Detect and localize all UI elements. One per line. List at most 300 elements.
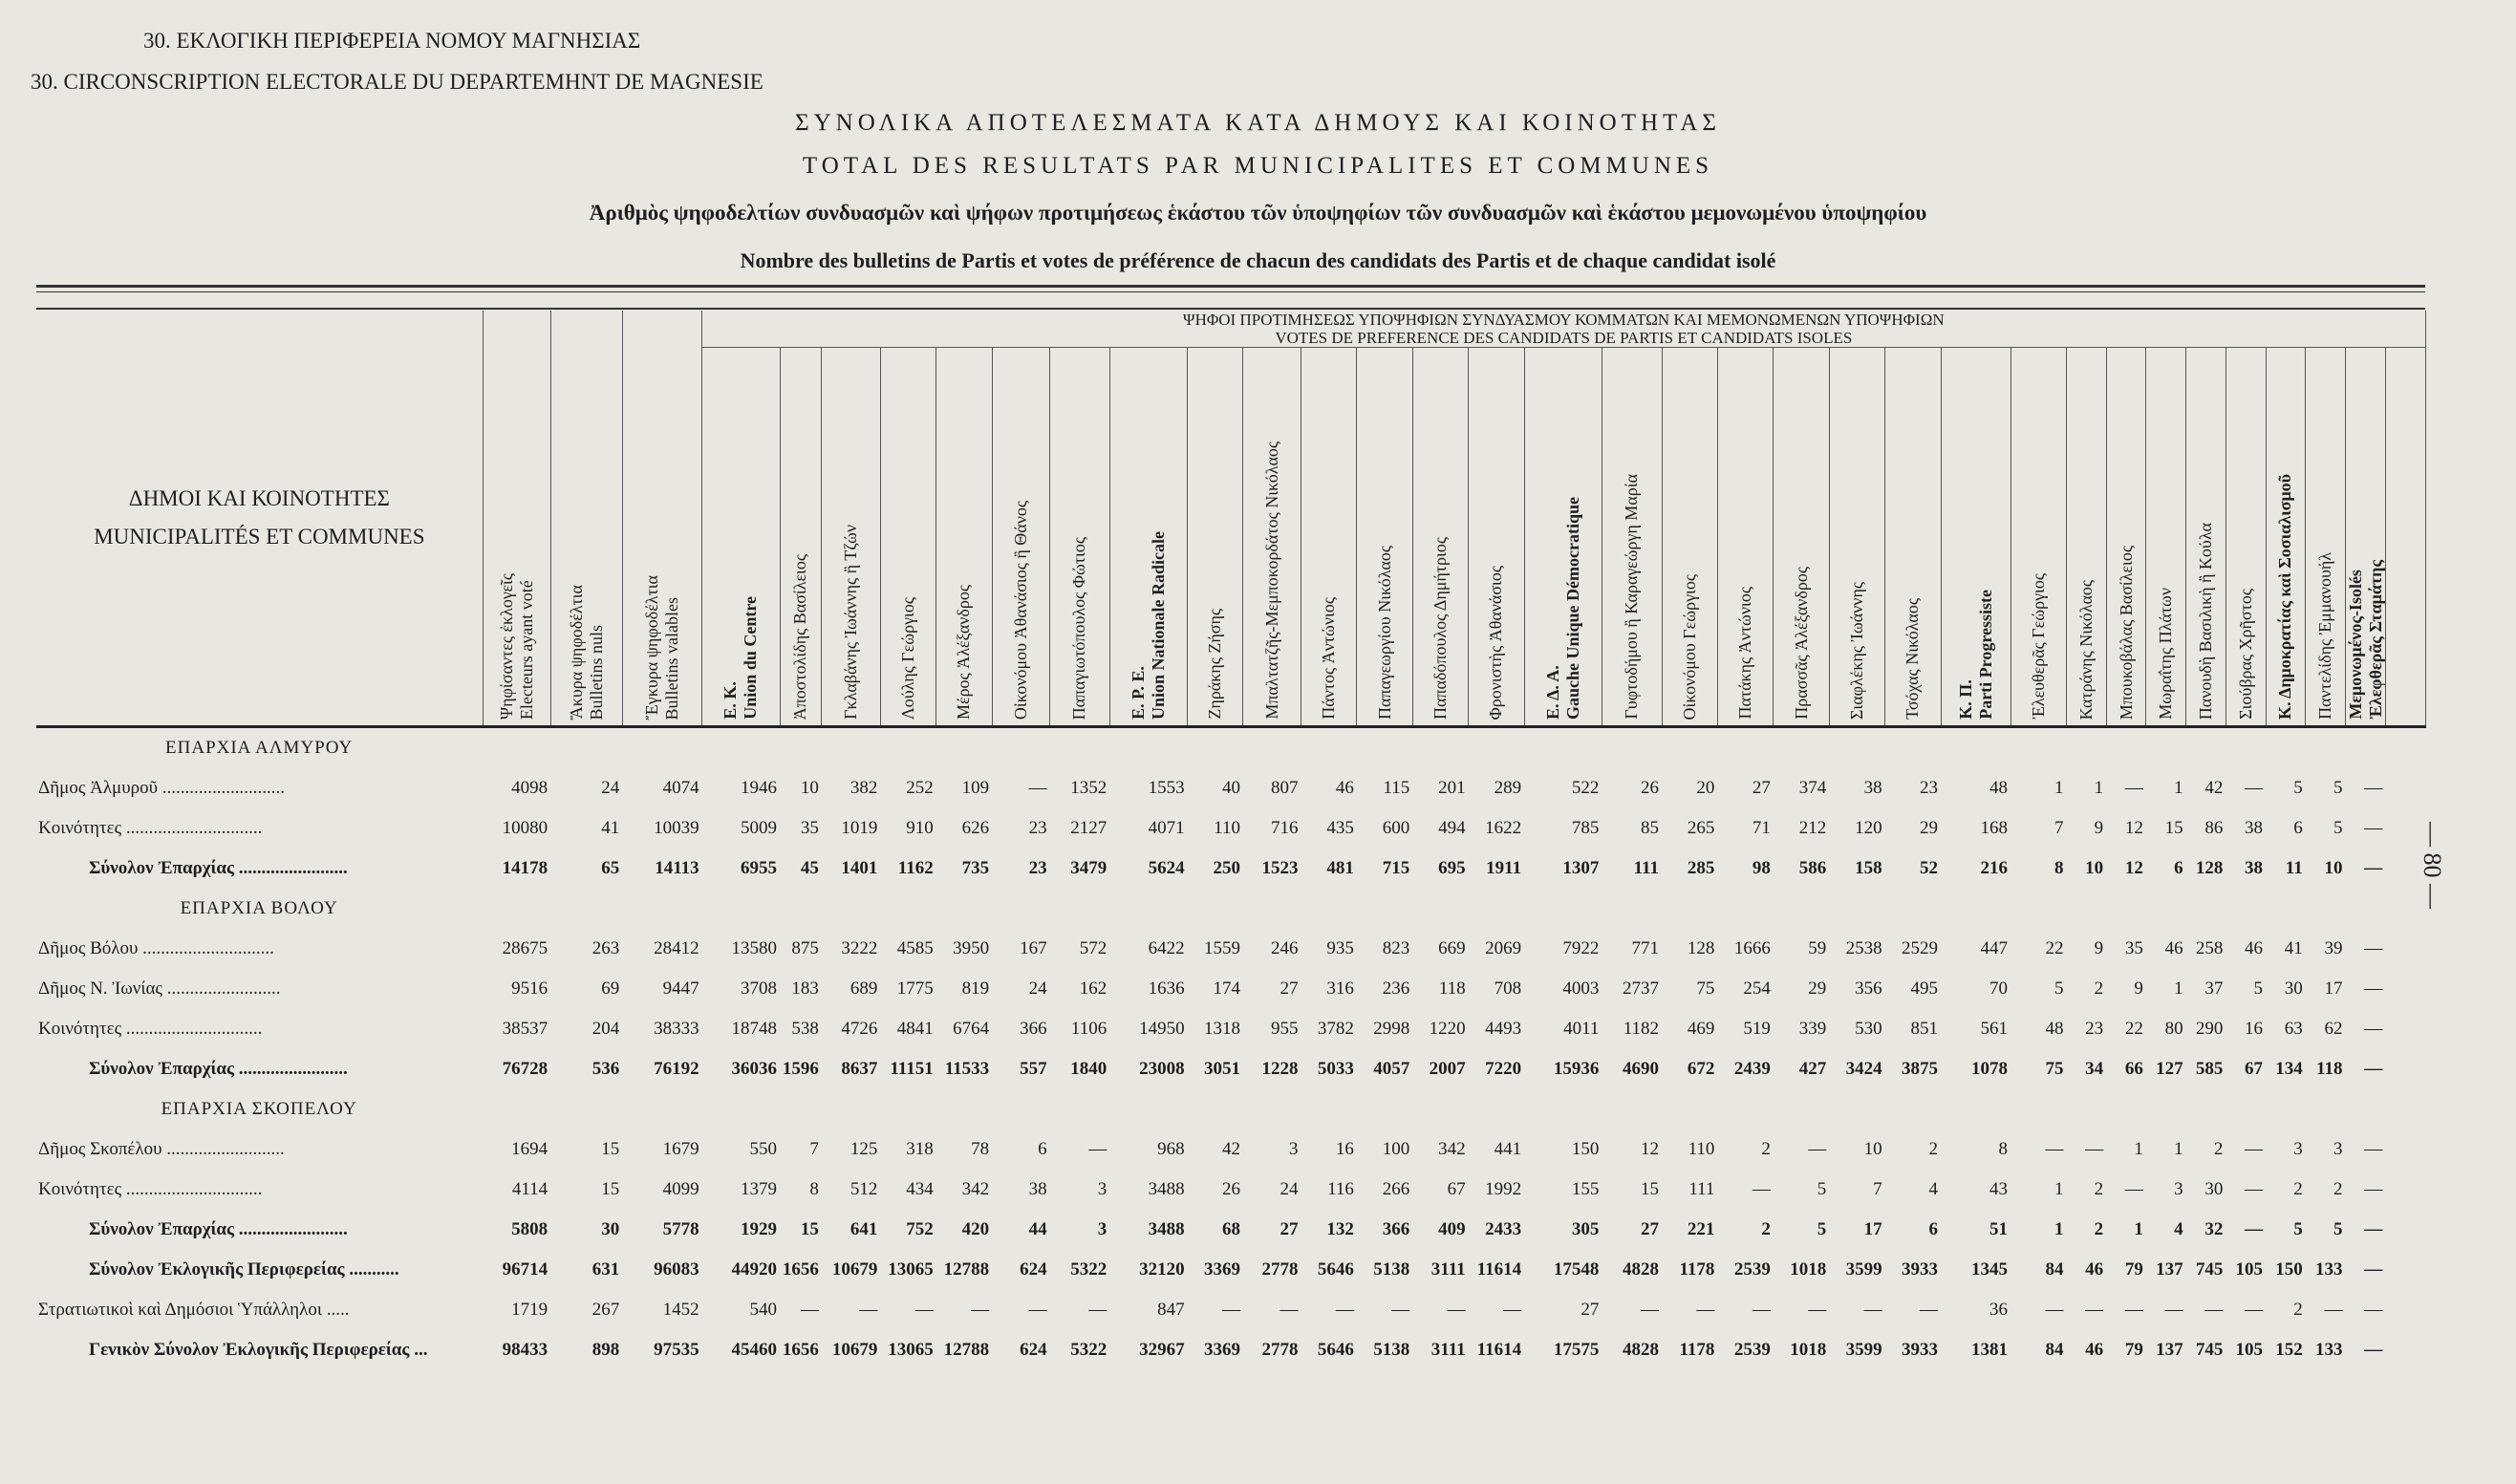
column-header-label: [2117, 536, 2137, 720]
value-cell: 4099: [662, 1179, 699, 1199]
value-cell: 75: [1696, 979, 1715, 999]
candidate-column-header: [2066, 348, 2106, 727]
table-row: [36, 1009, 2425, 1049]
empty-cell: [2226, 1089, 2266, 1129]
value-cell: 2127: [1070, 818, 1107, 838]
column-header: [622, 311, 701, 727]
empty-cell: [2186, 889, 2226, 929]
empty-cell: [1412, 889, 1468, 929]
value-cell: 6: [2174, 858, 2183, 878]
value-cell: 204: [591, 1019, 620, 1039]
value-cell: 36: [1989, 1300, 2009, 1320]
empty-cell: [822, 1089, 881, 1129]
column-header-line1: Πατάκης Ἀντώνιος: [1735, 587, 1755, 720]
value-cell: 5: [2333, 778, 2343, 798]
empty-cell: [780, 727, 822, 769]
row-label-text: Δῆμος Ἀλμυροῦ: [38, 778, 159, 798]
value-cell: 771: [1631, 938, 1659, 958]
value-cell: 9: [2134, 979, 2143, 999]
column-header-line2: Bulletins nuls: [586, 624, 606, 720]
value-cell: 1: [2054, 1179, 2064, 1199]
empty-cell: [880, 727, 935, 769]
top-rule-thin: [36, 291, 2425, 292]
value-cell: 689: [849, 979, 878, 999]
value-cell: 38537: [502, 1019, 548, 1039]
candidate-column-header: [2146, 348, 2186, 727]
value-cell: 1162: [897, 858, 934, 878]
value-cell: 5: [2293, 1219, 2303, 1239]
row-label: [36, 1250, 483, 1290]
value-cell: 3424: [1845, 1059, 1882, 1079]
column-header-line1: Ἔγκυρα ψηφοδέλτια: [641, 574, 661, 720]
value-cell: 96714: [502, 1259, 548, 1280]
value-cell: 6: [1928, 1219, 1939, 1239]
value-cell: 6: [2293, 818, 2303, 838]
column-header-label: [1486, 556, 1506, 720]
value-cell: 968: [1157, 1139, 1185, 1159]
value-cell: 572: [1079, 938, 1107, 958]
value-cell: 447: [1980, 938, 2009, 958]
empty-cell: [1774, 727, 1829, 769]
value-cell: —: [1920, 1300, 1939, 1320]
column-header-label: [1129, 522, 1169, 720]
column-header-label: [790, 545, 810, 720]
value-cell: 86: [2204, 818, 2224, 838]
value-cell: 1992: [1485, 1179, 1522, 1199]
value-cell: 1106: [1070, 1019, 1107, 1039]
value-cell: 935: [1326, 938, 1354, 958]
value-cell: 23: [1920, 778, 1939, 798]
value-cell: 44920: [731, 1259, 778, 1280]
value-cell: 875: [791, 938, 819, 958]
page-number: — 80 —: [2419, 822, 2446, 909]
value-cell: 5138: [1373, 1340, 1410, 1360]
value-cell: 3782: [1317, 1019, 1354, 1039]
value-cell: 10: [2085, 858, 2104, 878]
value-cell: 3: [1288, 1139, 1299, 1159]
column-header-label: [2029, 564, 2049, 720]
value-cell: 44: [1028, 1219, 1047, 1239]
value-cell: 11151: [890, 1059, 934, 1079]
leader-dots: ...........: [344, 1259, 399, 1280]
value-cell: 7922: [1562, 938, 1600, 958]
empty-cell: [1357, 889, 1412, 929]
value-cell: 530: [1855, 1019, 1882, 1039]
value-cell: 1: [2134, 1219, 2143, 1239]
value-cell: 38: [1863, 778, 1882, 798]
empty-cell: [1662, 727, 1717, 769]
value-cell: 8637: [841, 1059, 878, 1079]
value-cell: 8: [2054, 858, 2064, 878]
value-cell: 118: [1438, 979, 1466, 999]
column-header-line1: Πρασσᾶς Ἀλέξανδρος: [1791, 567, 1811, 720]
value-cell: 2529: [1902, 938, 1939, 958]
value-cell: —: [2364, 1300, 2383, 1320]
value-cell: 22: [2124, 1019, 2143, 1039]
value-cell: 42: [1221, 1139, 1240, 1159]
value-cell: 128: [2195, 858, 2224, 878]
empty-cell: [1301, 1089, 1356, 1129]
value-cell: 254: [1743, 979, 1771, 999]
value-cell: 105: [2235, 1259, 2264, 1280]
candidate-column-header: [1357, 348, 1412, 727]
column-header-label: [567, 575, 607, 720]
empty-cell: [2385, 727, 2425, 769]
value-cell: 252: [906, 778, 934, 798]
value-cell: 6955: [741, 858, 778, 878]
column-header-line1: Παντελίδης Ἐμμανουήλ: [2315, 552, 2335, 720]
candidate-column-header: [2306, 348, 2346, 727]
value-cell: —: [1088, 1139, 1107, 1159]
value-cell: 2: [1761, 1219, 1771, 1239]
value-cell: 382: [849, 778, 878, 798]
candidate-column-header: [2385, 348, 2425, 727]
value-cell: 15: [1641, 1179, 1659, 1199]
empty-cell: [1188, 889, 1243, 929]
column-header-label: [2156, 578, 2176, 720]
empty-cell: [2146, 889, 2186, 929]
candidate-column-header: [1829, 348, 1884, 727]
value-cell: 1019: [841, 818, 878, 838]
value-cell: 111: [1688, 1179, 1715, 1199]
value-cell: 48: [1989, 778, 2009, 798]
value-cell: 97535: [654, 1340, 699, 1360]
empty-cell: [702, 889, 780, 929]
value-cell: 150: [1571, 1139, 1600, 1159]
value-cell: —: [1335, 1300, 1354, 1320]
value-cell: 374: [1798, 778, 1827, 798]
section-title: ΕΠΑΡΧΙΑ ΣΚΟΠΕΛΟΥ: [161, 1099, 357, 1119]
value-cell: 76192: [654, 1059, 699, 1079]
row-label-text: Κοινότητες: [38, 1019, 122, 1039]
value-cell: 318: [906, 1139, 934, 1159]
value-cell: 1307: [1562, 858, 1600, 878]
value-cell: 626: [961, 818, 990, 838]
value-cell: —: [2124, 1179, 2143, 1199]
value-cell: —: [2245, 1139, 2264, 1159]
column-header: [483, 311, 550, 727]
empty-cell: [2011, 727, 2066, 769]
value-cell: 1719: [511, 1300, 548, 1320]
value-cell: 898: [591, 1340, 620, 1360]
value-cell: 265: [1687, 818, 1715, 838]
empty-cell: [1829, 727, 1884, 769]
empty-cell: [2011, 1089, 2066, 1129]
empty-cell: [1469, 889, 1524, 929]
value-cell: 11614: [1476, 1340, 1522, 1360]
candidate-column-header: [880, 348, 935, 727]
value-cell: —: [1028, 1300, 1047, 1320]
candidate-column-header: [1188, 348, 1243, 727]
value-cell: 201: [1438, 778, 1466, 798]
value-cell: 14178: [502, 858, 548, 878]
section-row: [36, 1089, 2425, 1129]
table-row: [36, 1170, 2425, 1210]
empty-cell: [1109, 727, 1187, 769]
value-cell: 3: [2293, 1139, 2303, 1159]
column-header-line1: Γυφτοδήμου ἢ Καραγεώργη Μαρία: [1622, 474, 1642, 720]
leader-dots: ........................: [234, 858, 348, 878]
value-cell: 3488: [1148, 1219, 1185, 1239]
value-cell: 5009: [741, 818, 778, 838]
value-cell: 2: [1928, 1139, 1939, 1159]
column-header-label: [1735, 577, 1755, 720]
title-french: TOTAL DES RESULTATS PAR MUNICIPALITES ET COMMUNES: [802, 153, 1714, 179]
column-header-line1: Σιούβρας Χρῆστος: [2235, 589, 2255, 720]
value-cell: 67: [2245, 1059, 2264, 1079]
value-cell: 1694: [511, 1139, 548, 1159]
value-cell: 28412: [654, 938, 699, 958]
value-cell: 17548: [1553, 1259, 1600, 1280]
empty-cell: [822, 727, 881, 769]
value-cell: —: [1503, 1300, 1522, 1320]
value-cell: 716: [1270, 818, 1299, 838]
empty-cell: [822, 889, 881, 929]
value-cell: 1553: [1148, 778, 1185, 798]
value-cell: 10679: [831, 1259, 878, 1280]
column-header-line1: Μπαλτατζῆς-Μεμποκορδάτος Νικόλαος: [1261, 441, 1281, 720]
value-cell: 127: [2156, 1059, 2183, 1079]
value-cell: 4726: [841, 1019, 878, 1039]
empty-cell: [2385, 1089, 2425, 1129]
value-cell: —: [2364, 938, 2383, 958]
value-cell: 267: [591, 1300, 620, 1320]
value-cell: 76728: [502, 1059, 548, 1079]
empty-cell: [622, 889, 701, 929]
column-header-line1: Παπαγιωτόπουλος Φώτιος: [1069, 536, 1089, 720]
value-cell: 5808: [511, 1219, 548, 1239]
value-cell: 78: [971, 1139, 990, 1159]
value-cell: —: [1641, 1300, 1659, 1320]
value-cell: 3: [1097, 1219, 1107, 1239]
column-header-label: [1262, 432, 1282, 720]
empty-cell: [1829, 1089, 1884, 1129]
value-cell: —: [2364, 1059, 2383, 1079]
value-cell: 46: [2085, 1259, 2104, 1280]
corner-header: [36, 311, 483, 727]
empty-cell: [2146, 1089, 2186, 1129]
column-header-label: [497, 564, 537, 720]
candidate-column-header: [1602, 348, 1662, 727]
value-cell: 1596: [782, 1059, 819, 1079]
value-cell: 27: [1280, 1219, 1299, 1239]
value-cell: —: [1028, 778, 1047, 798]
value-cell: 23: [2085, 1019, 2104, 1039]
value-cell: 708: [1494, 979, 1522, 999]
leader-dots: ..............................: [121, 818, 263, 838]
value-cell: 116: [1327, 1179, 1354, 1199]
value-cell: 469: [1687, 1019, 1715, 1039]
value-cell: 17: [1863, 1219, 1882, 1239]
value-cell: 1: [2094, 778, 2104, 798]
party-column-header: [2345, 348, 2385, 727]
empty-cell: [2066, 1089, 2106, 1129]
empty-cell: [1357, 1089, 1412, 1129]
row-label-text: Σύνολον Ἐπαρχίας: [89, 1219, 235, 1239]
empty-cell: [1109, 889, 1187, 929]
section-title: ΕΠΑΡΧΙΑ ΑΛΜΥΡΟΥ: [165, 738, 354, 758]
value-cell: 38: [2245, 858, 2264, 878]
value-cell: 12: [2124, 818, 2143, 838]
section-row: [36, 727, 2425, 769]
value-cell: 250: [1213, 858, 1240, 878]
value-cell: —: [2364, 1019, 2383, 1039]
value-cell: 3369: [1203, 1259, 1240, 1280]
value-cell: 4: [1928, 1179, 1939, 1199]
value-cell: 540: [749, 1300, 778, 1320]
value-cell: 30: [2204, 1179, 2224, 1199]
column-header-line1: Κ. Π.: [1955, 679, 1975, 720]
value-cell: 1379: [741, 1179, 778, 1199]
empty-cell: [2266, 727, 2306, 769]
column-header-line1: Πανουδὴ Βασιλικὴ ἢ Κούλα: [2195, 522, 2215, 720]
empty-cell: [550, 1089, 622, 1129]
value-cell: 3: [2333, 1139, 2343, 1159]
value-cell: 10039: [654, 818, 699, 838]
value-cell: 3479: [1070, 858, 1107, 878]
value-cell: 441: [1494, 1139, 1522, 1159]
value-cell: 3875: [1902, 1059, 1939, 1079]
candidate-column-header: [1412, 348, 1468, 727]
value-cell: —: [2364, 1259, 2383, 1280]
value-cell: 735: [961, 858, 990, 878]
table-row: [36, 1290, 2425, 1330]
empty-cell: [2066, 889, 2106, 929]
value-cell: —: [1696, 1300, 1715, 1320]
empty-cell: [483, 889, 550, 929]
value-cell: 522: [1571, 778, 1600, 798]
value-cell: 955: [1270, 1019, 1299, 1039]
group-header-greek: ΨΗΦΟΙ ΠΡΟΤΙΜΗΣΕΩΣ ΥΠΟΨΗΦΙΩΝ ΣΥΝΔΥΑΣΜΟΥ ΚΟΜΜΑΤΩΝ ΚΑΙ ΜΕΜΟΝΩΜΕΝΩΝ ΥΠΟΨΗΦΙΩΝ: [1183, 311, 1945, 329]
value-cell: 4057: [1373, 1059, 1410, 1079]
value-cell: 494: [1438, 818, 1466, 838]
value-cell: 258: [2195, 938, 2224, 958]
value-cell: —: [2085, 1300, 2104, 1320]
value-cell: 17: [2324, 979, 2343, 999]
value-cell: 519: [1743, 1019, 1771, 1039]
value-cell: 2: [2293, 1179, 2303, 1199]
empty-cell: [2306, 1089, 2346, 1129]
empty-cell: [1188, 1089, 1243, 1129]
value-cell: 13065: [888, 1340, 934, 1360]
value-cell: 15: [601, 1179, 620, 1199]
value-cell: 910: [906, 818, 934, 838]
corner-header-french: MUNICIPALITÉS ET COMMUNES: [94, 525, 425, 548]
empty-cell: [1469, 727, 1524, 769]
value-cell: 1381: [1971, 1340, 2009, 1360]
value-cell: 2778: [1261, 1259, 1299, 1280]
value-cell: 1: [2054, 778, 2064, 798]
value-cell: 22: [2045, 938, 2064, 958]
empty-cell: [622, 727, 701, 769]
value-cell: 27: [1752, 778, 1771, 798]
candidate-column-header: [1301, 348, 1356, 727]
value-cell: 29: [1920, 818, 1939, 838]
value-cell: 75: [2045, 1059, 2064, 1079]
value-cell: 6: [1038, 1139, 1047, 1159]
candidate-column-header: [822, 348, 881, 727]
value-cell: —: [2045, 1300, 2064, 1320]
value-cell: 819: [961, 979, 990, 999]
value-cell: 1775: [896, 979, 934, 999]
value-cell: 2778: [1261, 1340, 1299, 1360]
value-cell: 110: [1688, 1139, 1715, 1159]
value-cell: —: [2164, 1300, 2183, 1320]
value-cell: 152: [2275, 1340, 2303, 1360]
empty-cell: [2266, 1089, 2306, 1129]
value-cell: 62: [2324, 1019, 2343, 1039]
value-cell: 3111: [1430, 1259, 1466, 1280]
column-header-line1: Φρονιστὴς Ἀθανάσιος: [1486, 565, 1506, 720]
value-cell: 2: [2333, 1179, 2343, 1199]
value-cell: 4828: [1623, 1259, 1659, 1280]
value-cell: —: [1808, 1300, 1827, 1320]
value-cell: 4585: [896, 938, 934, 958]
empty-cell: [1717, 889, 1773, 929]
value-cell: 100: [1382, 1139, 1410, 1159]
empty-cell: [1717, 727, 1773, 769]
column-header-line1: Μέρος Ἀλέξανδρος: [954, 585, 974, 720]
value-cell: 366: [1020, 1019, 1047, 1039]
value-cell: 24: [1028, 979, 1047, 999]
value-cell: 5: [2054, 979, 2064, 999]
value-cell: 7: [2054, 818, 2064, 838]
candidate-column-header: [1050, 348, 1110, 727]
row-label: [36, 1170, 483, 1210]
value-cell: 98433: [502, 1340, 548, 1360]
value-cell: 10: [800, 778, 819, 798]
value-cell: 1178: [1679, 1340, 1715, 1360]
value-cell: 631: [591, 1259, 620, 1280]
empty-cell: [936, 727, 992, 769]
column-header-line2: Union du Centre: [741, 596, 761, 720]
candidate-column-header: [1774, 348, 1829, 727]
empty-cell: [1524, 1089, 1602, 1129]
value-cell: 2: [1761, 1139, 1771, 1159]
column-header-line1: Κατράνης Νικόλαος: [2075, 579, 2096, 720]
column-header-label: [642, 566, 682, 720]
empty-cell: [2266, 889, 2306, 929]
row-label-text: Στρατιωτικοὶ καὶ Δημόσιοι Ὑπάλληλοι: [38, 1300, 322, 1320]
value-cell: 847: [1157, 1300, 1185, 1320]
column-header-label: [2346, 550, 2386, 720]
value-cell: 29: [1808, 979, 1827, 999]
value-cell: 5646: [1317, 1259, 1354, 1280]
column-header-line1: Οἰκονόμου Ἀθανάσιος ἢ Θάνος: [1010, 500, 1030, 720]
row-label-text: Σύνολον Ἐπαρχίας: [89, 858, 235, 878]
value-cell: —: [2364, 1219, 2383, 1239]
party-column-header: [1524, 348, 1602, 727]
value-cell: 4098: [511, 778, 548, 798]
column-header-line1: Γκλαβάνης Ἰωάννης ἢ Τζών: [841, 525, 861, 720]
value-cell: 27: [1581, 1300, 1600, 1320]
value-cell: 162: [1079, 979, 1107, 999]
candidate-column-header: [2226, 348, 2266, 727]
value-cell: 133: [2314, 1340, 2343, 1360]
value-cell: 52: [1920, 858, 1939, 878]
value-cell: 59: [1808, 938, 1827, 958]
value-cell: 12: [2124, 858, 2143, 878]
value-cell: 285: [1687, 858, 1715, 878]
value-cell: 586: [1798, 858, 1827, 878]
candidate-column-header: [1662, 348, 1717, 727]
value-cell: 183: [791, 979, 819, 999]
value-cell: 434: [906, 1179, 934, 1199]
value-cell: —: [2204, 1300, 2224, 1320]
value-cell: 5: [2333, 1219, 2343, 1239]
value-cell: 14113: [655, 858, 699, 878]
value-cell: 9: [2094, 818, 2104, 838]
